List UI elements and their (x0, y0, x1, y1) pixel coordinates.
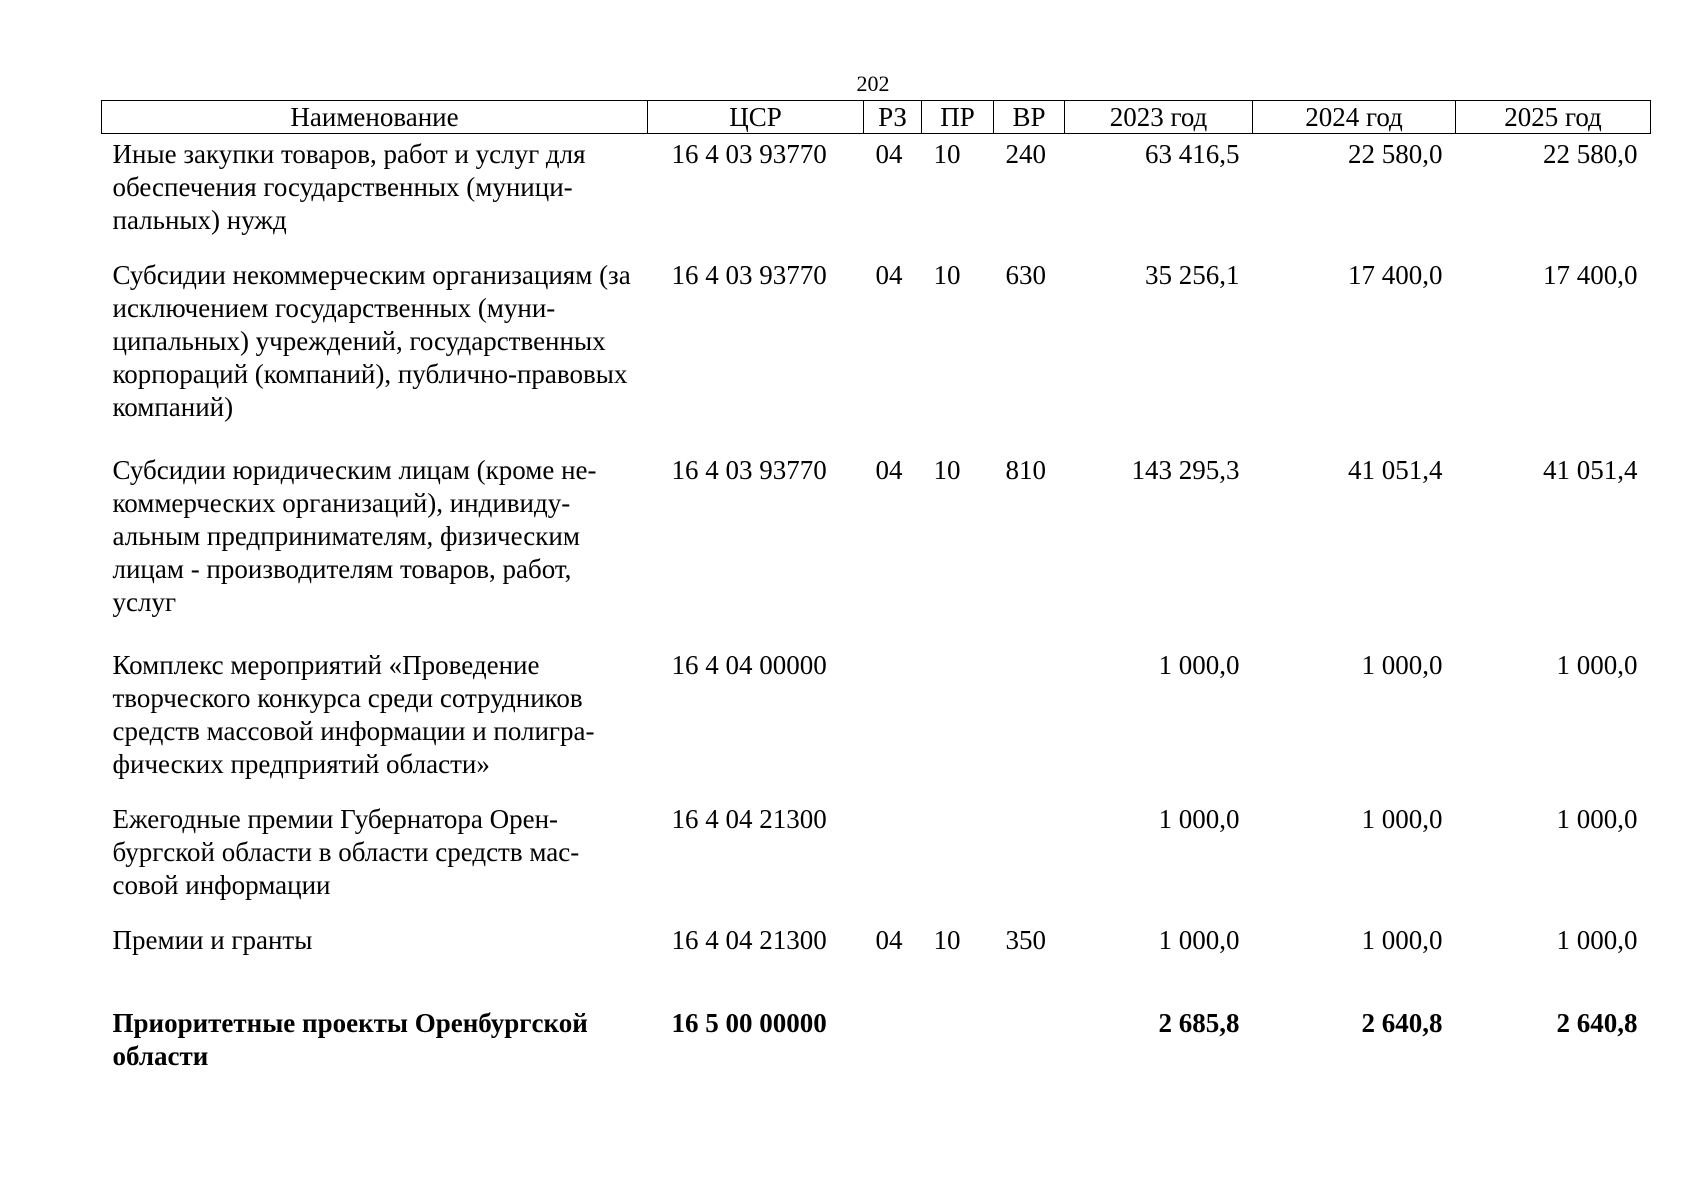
row-2024: 1 000,0 (1361, 650, 1443, 680)
row-rz (864, 979, 922, 1095)
header-vr: ВР (994, 101, 1065, 134)
table-row (102, 134, 1651, 260)
row-csr: 16 4 03 93770 (671, 260, 827, 290)
row-pr: 10 (933, 139, 961, 169)
row-csr: 16 5 00 00000 (671, 1008, 827, 1038)
table-row (102, 924, 1651, 979)
row-2025: 1 000,0 (1556, 804, 1638, 834)
table-header-row (102, 101, 1651, 134)
row-rz (864, 649, 922, 803)
row-2024: 17 400,0 (1348, 260, 1443, 290)
row-2023: 2 685,8 (1158, 1008, 1240, 1038)
header-rz: РЗ (864, 101, 922, 134)
row-csr: 16 4 03 93770 (671, 139, 827, 169)
row-2023: 1 000,0 (1158, 925, 1240, 955)
row-2023: 35 256,1 (1145, 260, 1240, 290)
budget-table (101, 100, 1651, 1095)
row-vr: 350 (1005, 925, 1046, 955)
row-vr (994, 979, 1065, 1095)
row-rz: 04 (875, 260, 903, 290)
row-csr: 16 4 04 21300 (671, 804, 827, 834)
row-name: Комплекс мероприятий «Проведение творческого конкурса среди сотрудников средств массовой информации и полигра-фических предприятий области» (112, 650, 595, 779)
row-2025: 41 051,4 (1543, 455, 1638, 485)
table-row (102, 649, 1651, 803)
table-row (102, 454, 1651, 649)
row-name: Ежегодные премии Губернатора Орен-бургской области в области средств мас-совой информации (112, 804, 580, 900)
row-2025: 17 400,0 (1543, 260, 1638, 290)
row-pr: 10 (933, 260, 961, 290)
row-pr: 10 (933, 925, 961, 955)
row-pr (922, 649, 994, 803)
header-2025: 2025 год (1456, 101, 1651, 134)
row-2025: 1 000,0 (1556, 925, 1638, 955)
row-csr: 16 4 04 21300 (671, 925, 827, 955)
row-2024: 1 000,0 (1361, 925, 1443, 955)
header-pr: ПР (922, 101, 994, 134)
row-pr: 10 (933, 455, 961, 485)
row-2024: 22 580,0 (1348, 139, 1443, 169)
row-2023: 1 000,0 (1158, 650, 1240, 680)
row-csr: 16 4 04 00000 (671, 650, 827, 680)
header-name: Наименование (102, 101, 648, 134)
row-name: Приоритетные проекты Оренбургской области (112, 1008, 588, 1071)
row-rz (864, 803, 922, 924)
row-vr: 240 (1005, 139, 1046, 169)
table-row (102, 803, 1651, 924)
row-vr (994, 649, 1065, 803)
row-name: Премии и гранты (112, 925, 313, 955)
row-csr: 16 4 03 93770 (671, 455, 827, 485)
row-rz: 04 (875, 455, 903, 485)
table-row (102, 979, 1651, 1095)
row-vr: 810 (1005, 455, 1046, 485)
row-2023: 63 416,5 (1145, 139, 1240, 169)
header-2023: 2023 год (1065, 101, 1253, 134)
header-2024: 2024 год (1253, 101, 1456, 134)
row-2023: 1 000,0 (1158, 804, 1240, 834)
row-2024: 1 000,0 (1361, 804, 1443, 834)
row-2023: 143 295,3 (1131, 455, 1240, 485)
row-2025: 22 580,0 (1543, 139, 1638, 169)
row-2025: 1 000,0 (1556, 650, 1638, 680)
row-name: Субсидии юридическим лицам (кроме не-коммерческих организаций), индивиду-альным предпринимателям, физическим лицам - производителям товаров, работ, услуг (112, 455, 597, 617)
row-vr: 630 (1005, 260, 1046, 290)
row-rz: 04 (875, 139, 903, 169)
page-number: 202 (856, 71, 890, 96)
header-csr: ЦСР (648, 101, 864, 134)
table-row (102, 259, 1651, 454)
row-name: Субсидии некоммерческим организациям (за исключением государственных (муни-ципальных) учреждений, государственных корпораций (компаний), публично-правовых компаний) (112, 260, 631, 422)
row-name: Иные закупки товаров, работ и услуг для обеспечения государственных (муници-пальных) нужд (112, 139, 586, 235)
row-2025: 2 640,8 (1556, 1008, 1638, 1038)
row-2024: 41 051,4 (1348, 455, 1443, 485)
row-rz: 04 (875, 925, 903, 955)
row-pr (922, 803, 994, 924)
row-pr (922, 979, 994, 1095)
row-2024: 2 640,8 (1361, 1008, 1443, 1038)
row-vr (994, 803, 1065, 924)
